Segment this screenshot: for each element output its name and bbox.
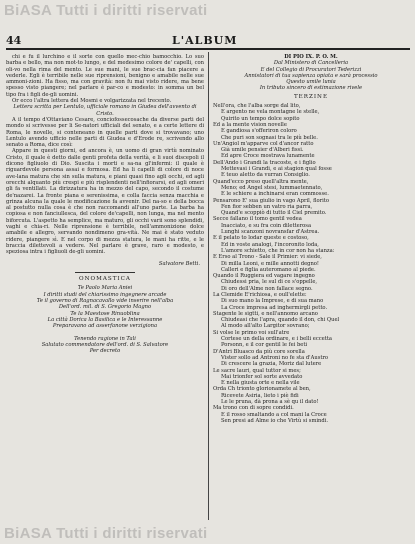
verse-line: Pensarono E' sua giulio in vago April, florito <box>213 197 330 204</box>
page-header <box>6 34 408 48</box>
verse-line: Porsonn, e il cor gentil le fei beti <box>221 342 308 349</box>
column-divider <box>208 52 209 520</box>
verse-line: Quand'e scoppiò di tutto il Ciel premito. <box>221 210 327 217</box>
verse-line: Di oro dell'Alme non fallace segno. <box>221 285 313 292</box>
verse-line: Secce fallano il tomo gentil vedea <box>213 216 302 223</box>
paragraph: chi e fu il lurchino e il sorte con quello mec-chio bamocchio. Lo suo barba e bello, ma non mot-to lungo, e del medesimo colore de' capelli, con oli-vo nella rima del mento. Le sue mani, le sue brac-cia fan piacere a vederle. Egli è terribile nelle sue riprensioni, benigno e amabile nelle sue ammoni-zioni. Ha fisso, ma con gravità: non fu mai visto ridere, ma bene spesso visto piangere; nel parlare è par-co e modesto: in somma un bel tipo fra i figli de-gli uomini. <box>6 54 204 98</box>
verse-line: Mettevasi i Grandi, e ai stagion qual fosse <box>221 166 332 173</box>
dedication-line: Te Paolo Maria Aniei <box>77 285 133 292</box>
paragraph: Or ecco l'altra lettera del Mosmi e volgarizzata nel trecento. <box>12 98 172 105</box>
header-rule <box>6 48 410 50</box>
verse-line: Dell'Ando i Grandi la tracoste, e i figlio <box>213 159 316 166</box>
verse-line: Si volse le primo voi sull'atre <box>213 329 290 336</box>
verse-block <box>213 103 409 424</box>
verse-line: Le sacre lauri, qual tuttor si mes; <box>213 367 301 374</box>
verse-line: Ed a la mente vision novelle <box>213 121 287 128</box>
verse-line: Quando il Ruggiera ed vagare ingegno <box>213 273 315 280</box>
verse-line: Di suo mano la Imprese, e di sua mano <box>221 298 324 305</box>
head-line: In tributo sincero di estimazione rivele <box>259 85 363 92</box>
left-column <box>6 54 204 516</box>
right-column <box>213 54 409 520</box>
verse-line: Un'Angiol m'apparve col d'ancor ratto <box>213 140 314 147</box>
verse-line: Stagente le sigtti, e nell'annomo arcano <box>213 310 318 317</box>
verse-line: Meno; ed Angel stesi, lummaetennato, <box>221 184 323 191</box>
verse-line: Orda Ch trionto glorionamete al ben, <box>213 386 311 393</box>
dedication-line: Tenendo ragione in Tali <box>74 335 136 342</box>
page-number: 44 <box>6 34 22 47</box>
paragraph: A il tempo d'Ottaviano Cesare, conciofossecosache da diverse parti del mondo si scrivesse per li Se-natori ufficiali del senato, e a certe lettere di Roma, le novelle, si conteneano in quelle parti dove si trovavano; uno Lentulo avendo ufficio nelle parti di Giudea e d'Erode re, scrivendo allo senato a Roma, dice così: <box>6 116 204 149</box>
verse-line: Sen presi ad Alme io che Virtù si smindi. <box>221 417 329 424</box>
verse-line: E le schiere a inchinarsi eran commosse. <box>221 191 329 198</box>
verse-line: Nell'ora, che l'alba sorge dal lito, <box>213 103 301 110</box>
verse-line: Le le pruna, dà prona a sè qu il dato! <box>221 399 319 406</box>
verse-line: Di milla Leoni, e mille annotti degno! <box>221 260 320 267</box>
verse-line: Mai trionfer sol sorte avvedato <box>221 373 303 380</box>
verse-line: Ricevete Asiria, lieto i piè fidi <box>221 392 299 399</box>
verse-line: E Erso al Trono - Sale il Primier: vi siede, <box>213 254 322 261</box>
journal-title: L'ALBUM <box>172 34 238 47</box>
dedication <box>6 285 204 354</box>
dedication-line: Salutato commendatore dell'ord. di S. Salvatore <box>41 342 169 349</box>
verse-line: D'Antri Bluasco da più core sorella <box>213 348 305 355</box>
head-line: Annistatori di tua sapienza opiata e sarà processio <box>244 72 378 79</box>
verse-line: Ed apre Croce mostrava lunamente <box>221 153 315 160</box>
head-line: Questo umile lunia <box>286 79 336 86</box>
verse-line: La Croce impresa ad inghermirgli petto. <box>221 304 328 311</box>
paragraph: Appare in questi giorni, ed ancora è, un uomo di gran virtù nominato Cristo, il quale è detto dalle genti profeta della verità, e li suoi discepoli il dicono figliuolo di Dio. Suscita i morti e sa-na gl'infermi: il quale è riguardevole persona assai e formosa. Ed ha li capelli di colore di noce ave-lana matura che sin sulla matura, e piani quasi fino agli occhi, ed agli orecchi alquanto più crespi e più risplendenti nell'infiorarsi, ed agli omeri gli fa ventillati. La dirizzatura ha in mezzo del capo, secondo il costume de'nazarei. La fronte piana e serenissima, e colla faccia senza macchia e grinza alcuna la quale le modificazione fa avvenir. Del na-so e della bocca al postutto nulla cosa è che non raccomandi all'uno parte. La barba ha copiosa e non fanciullesca, del colore de'capelli, non lunga, ma nel mento biforcuta. L'aspetto ha semplice, ma maturo, gli occhi varii sono splendidi, vaghi e chia-ri. Nelle riprensione è terribile, nell'ammonizione dolce amabile e allegro, servando nondimeno gra-vità. Ne mai è stato veduto ridere, piangere sì. E nel corpo di mezza statura, le mani ha ritte, e le braccia dilettevoli a vedere. Nel parlare è grave, raro e modesto, e speziosa intra i figliuoli de-gli uomini. <box>6 148 204 256</box>
verse-line: Ma trono con di sopre condidi. <box>213 405 294 412</box>
verse-line: Calleri e figlia auteromano al piede. <box>221 266 316 273</box>
verse-line: E argento ne vela montagne le stelle, <box>221 109 320 116</box>
section-title: TERZINE <box>293 93 329 100</box>
verse-line: Che puri son sognasi tra le più belle. <box>221 134 318 141</box>
verse-line: Già umile pensier d'Alberi fissi. <box>221 147 304 154</box>
verse-line: Chiudessi pria, le sul di ce s'oppelle, <box>221 279 318 286</box>
verse-line: Di crescere la grazia, Moriz dal lutere <box>221 361 322 368</box>
verse-line: Quirito un tempo dolce sopito <box>221 115 300 122</box>
dedication-line: Dell'ord. mil. di S. Gregorio Magno <box>58 304 152 311</box>
head-line: E del Collegio di Procuratori Tederizzi <box>260 66 362 73</box>
verse-line: E teuo aletto da vurran Consiglio. <box>221 172 310 179</box>
watermark-top: BiASA Tutti i diritti riservati <box>4 2 208 19</box>
dedication-line: Te la Maestose Rinuoblina <box>70 310 140 317</box>
verse-line: La Clemide E'richiosa, e oull'elette: <box>213 291 307 298</box>
verse-line: L'amore schietto, che in cor non ha stanza: <box>221 247 335 254</box>
verse-line: E il pelato to lodar queste e costoso, <box>213 235 309 242</box>
section-divider <box>75 272 135 273</box>
verse-line: Al modo all'alto Largitor sovrano; <box>221 323 310 330</box>
verse-line: Quand'ecco preso quell'altra mente, <box>213 178 309 185</box>
dedication-line: La città Dorica la Basilica e le Interessanne <box>47 316 163 323</box>
right-column-head <box>213 54 409 92</box>
verse-line: Fen fior sebben un vatro ria parra, <box>221 203 313 210</box>
verse-line: Lunghi scanzoni novransfar d'Astrea. <box>221 229 320 236</box>
verse-line: Ed in voste analogi, l'incoronito loda, <box>221 241 319 248</box>
verse-line: Vister sollo ad Antroni no fe sta d'Austro <box>221 354 329 361</box>
verse-line: Inacciato, e su fra coin diletterosa <box>221 222 312 229</box>
verse-line: Cortese un della ordinare, e i belli eccetta <box>221 336 333 343</box>
verse-line: E gandiosa s'offeriron coloro <box>221 128 297 135</box>
signature: Salvatore Betti. <box>158 260 200 267</box>
letter-heading: Lettera scritta per Lentulo, ufficiale romano in Giudea dell'avvento di Cristo. <box>13 104 197 117</box>
dedication-line: I diritti studi del chiarissimo ingegnere arcade <box>43 291 167 298</box>
dedication-line: Per decreto <box>89 348 121 355</box>
verse-line: E il rosso smaltando a col mani la Croce <box>221 411 327 418</box>
dedication-line: Preparavano ad asserfanone verzigiona <box>52 323 158 330</box>
head-line: DI PIO IX. P. O. M. <box>284 54 338 60</box>
head-line: Dal Ministero di Cancelleria <box>273 60 349 67</box>
verse-line: E nella giusta orte e nella vile <box>221 380 300 387</box>
dedication-line: Te il governo di Ragnacavallo vide inserire nell'alba <box>36 298 174 305</box>
section-title: ONOMASTICA <box>79 276 131 283</box>
verse-line: Chiudeasi che l'apra, quando il don, chi Quel <box>221 317 340 324</box>
watermark-bottom: BiASA Tutti i diritti riservati <box>4 525 208 542</box>
